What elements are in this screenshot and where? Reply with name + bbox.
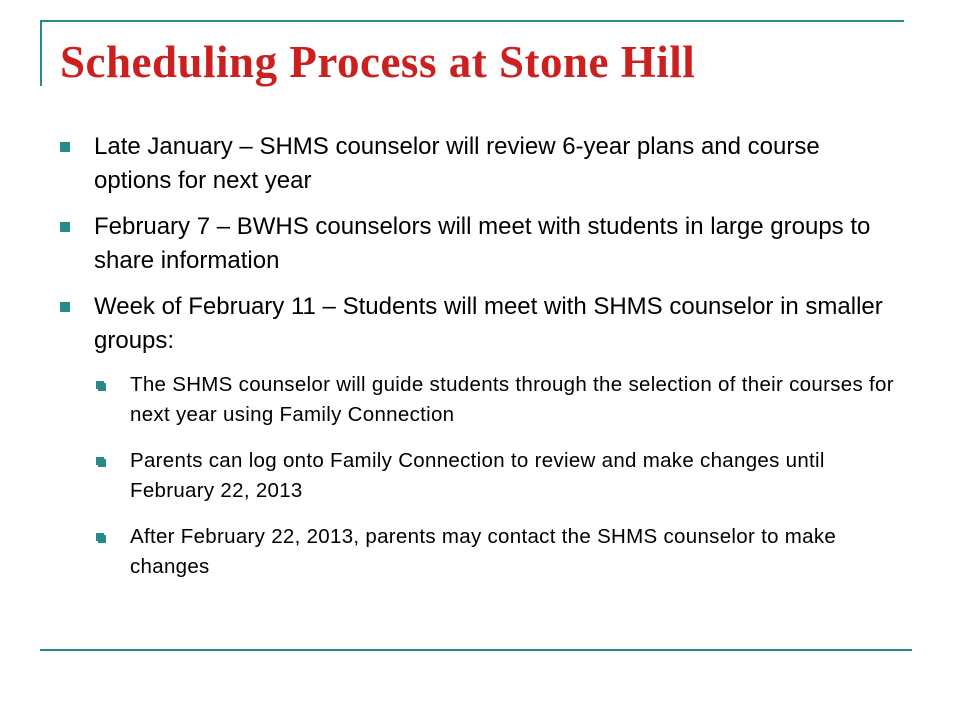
sub-bullet-item [94, 522, 900, 582]
square-bullet-icon [60, 302, 70, 312]
bullet-item [60, 210, 900, 278]
frame-bottom-line [40, 649, 912, 651]
square-bullet-icon [60, 142, 70, 152]
sub-bullet-item [94, 446, 900, 506]
frame-left-line [40, 20, 42, 86]
frame-top-line [40, 20, 904, 22]
bullet-item [60, 130, 900, 198]
hollow-square-bullet-icon [96, 457, 104, 465]
bullet-item [60, 290, 900, 582]
hollow-square-bullet-icon [96, 381, 104, 389]
bullet-text: February 7 – BWHS counselors will meet with students in large groups to share information [94, 213, 871, 274]
square-bullet-icon [60, 222, 70, 232]
sub-bullet-text: Parents can log onto Family Connection to review and make changes until February 22, 2013 [130, 449, 825, 502]
sub-bullet-text: The SHMS counselor will guide students through the selection of their courses for next year using Family Connection [130, 373, 894, 426]
slide-title: Scheduling Process at Stone Hill [60, 37, 696, 87]
bullet-text: Week of February 11 – Students will meet with SHMS counselor in smaller groups: [94, 293, 883, 354]
sub-bullet-list [94, 370, 900, 582]
hollow-square-bullet-icon [96, 533, 104, 541]
sub-bullet-text: After February 22, 2013, parents may contact the SHMS counselor to make changes [130, 525, 837, 578]
bullet-text: Late January – SHMS counselor will review 6-year plans and course options for next year [94, 133, 820, 194]
sub-bullet-item [94, 370, 900, 430]
bullet-list [60, 130, 900, 598]
